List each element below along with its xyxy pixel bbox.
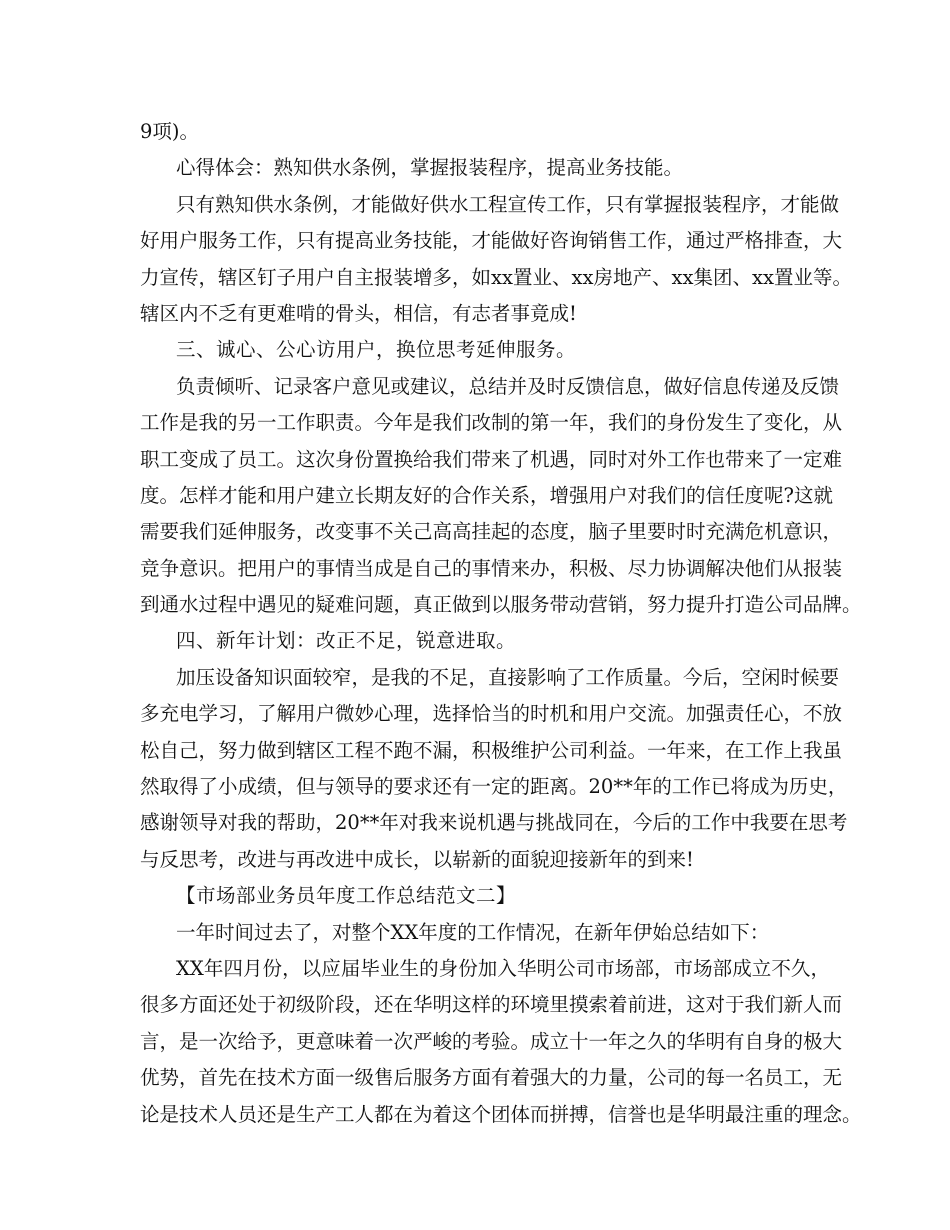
document-page (140, 114, 862, 1133)
text-line: 负责倾听、记录客户意见或建议，总结并及时反馈信息，做好信息传递及反馈 (176, 374, 840, 398)
text-line: 度。怎样才能和用户建立长期友好的合作关系，增强用户对我们的信任度呢?这就 (140, 483, 833, 507)
text-line: 需要我们延伸服务，改变事不关己高高挂起的态度，脑子里要时时充满危机意识， (140, 520, 843, 544)
text-line: 加压设备知识面较窄，是我的不足，直接影响了工作质量。今后，空闲时候要 (176, 665, 840, 689)
text-line: 多充电学习，了解用户微妙心理，选择恰当的时机和用户交流。加强责任心，不放 (140, 702, 843, 726)
text-line: 言，是一次给予，更意味着一次严峻的考验。成立十一年之久的华明有自身的极大 (140, 1029, 843, 1053)
text-line: 心得体会：熟知供水条例，掌握报装程序，提高业务技能。 (176, 156, 684, 180)
text-line: 很多方面还处于初级阶段，还在华明这样的环境里摸索着前进，这对于我们新人而 (140, 993, 843, 1017)
text-line: 松自己，努力做到辖区工程不跑不漏，积极维护公司利益。一年来，在工作上我虽 (140, 738, 843, 762)
text-line: 只有熟知供水条例，才能做好供水工程宣传工作，只有掌握报装程序，才能做 (176, 192, 840, 216)
text-line: 9项)。 (140, 120, 200, 143)
text-line: 辖区内不乏有更难啃的骨头，相信，有志者事竟成! (140, 301, 577, 325)
text-line: 优势，首先在技术方面一级售后服务方面有着强大的力量，公司的每一名员工，无 (140, 1066, 843, 1090)
section-heading: 四、新年计划：改正不足，锐意进取。 (176, 629, 517, 653)
text-line: 竞争意识。把用户的事情当成是自己的事情来办，积极、尽力协调解决他们从报装 (140, 556, 843, 580)
text-line: 论是技术人员还是生产工人都在为着这个团体而拼搏，信誉也是华明最注重的理念。 (140, 1102, 862, 1126)
text-line: 工作是我的另一工作职责。今年是我们改制的第一年，我们的身份发生了变化，从 (140, 411, 843, 435)
article-title: 【市场部业务员年度工作总结范文二】 (176, 884, 517, 908)
text-line: 力宣传，辖区钉子用户自主报装增多，如xx置业、xx房地产、xx集团、xx置业等。 (140, 265, 852, 289)
section-heading: 三、诚心、公心访用户，换位思考延伸服务。 (176, 338, 577, 362)
text-line: XX年四月份，以应届毕业生的身份加入华明公司市场部，市场部成立不久， (176, 956, 830, 980)
text-line: 职工变成了员工。这次身份置换给我们带来了机遇，同时对外工作也带来了一定难 (140, 447, 843, 471)
text-line: 一年时间过去了，对整个XX年度的工作情况，在新年伊始总结如下： (176, 920, 770, 944)
text-line: 感谢领导对我的帮助，20**年对我来说机遇与挑战同在，今后的工作中我要在思考 (140, 811, 848, 835)
text-line: 然取得了小成绩，但与领导的要求还有一定的距离。20**年的工作已将成为历史， (140, 775, 848, 799)
text-line: 与反思考，改进与再改进中成长，以崭新的面貌迎接新年的到来! (140, 847, 694, 871)
text-line: 到通水过程中遇见的疑难问题，真正做到以服务带动营销，努力提升打造公司品牌。 (140, 593, 862, 617)
text-line: 好用户服务工作，只有提高业务技能，才能做好咨询销售工作，通过严格排查，大 (140, 229, 843, 253)
